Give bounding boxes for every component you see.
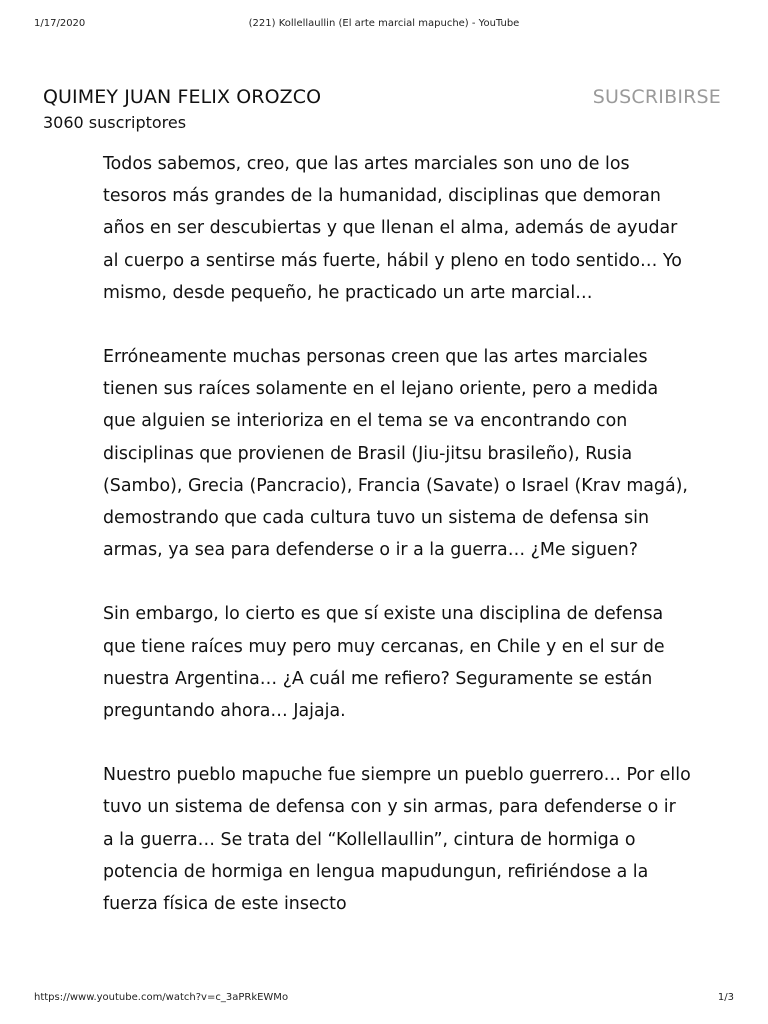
subscriber-count: 3060 suscriptores [43, 113, 187, 132]
print-date: 1/17/2020 [34, 18, 86, 29]
print-footer [34, 992, 734, 1006]
channel-name[interactable]: QUIMEY JUAN FELIX OROZCO [43, 86, 322, 108]
print-url[interactable]: https://www.youtube.com/watch?v=c_3aPRkEWMo [34, 992, 289, 1003]
article-paragraph-3: Sin embargo, lo cierto es que sí existe una disciplina de defensa que tiene raíces muy pero muy cercanas, en Chile y en el sur de nuestra Argentina… ¿A cuál me refiero? Seguramente se están preguntando ahora… Jajaja. [103, 604, 665, 722]
article-paragraph-4: Nuestro pueblo mapuche fue siempre un pueblo guerrero… Por ello tuvo un sistema de defensa con y sin armas, para defenderse o ir a la guerra… Se trata del “Kollellaullin”, cintura de hormiga o potencia de hormiga en lengua mapudungun, refiriéndose a la fuerza física de este insecto [103, 765, 691, 915]
print-header [34, 18, 734, 32]
article-paragraph-2: Erróneamente muchas personas creen que las artes marciales tienen sus raíces solamente en el lejano oriente, pero a medida que alguien se interioriza en el tema se va encontrando con disciplinas que provienen de Brasil (Jiu-jitsu brasileño), Rusia (Sambo), Grecia (Pancracio), Francia (Savate) o Israel (Krav magá), demostrando que cada cultura tuvo un sistema de defensa sin armas, ya sea para defenderse o ir a la guerra… ¿Me siguen? [103, 347, 688, 561]
article-body [103, 148, 691, 952]
print-page-title: (221) Kollellaullin (El arte marcial mapuche) - YouTube [248, 18, 520, 29]
print-page-number: 1/3 [717, 992, 734, 1003]
article-paragraph-1: Todos sabemos, creo, que las artes marciales son uno de los tesoros más grandes de la humanidad, disciplinas que demoran años en ser descubiertas y que llenan el alma, además de ayudar al cuerpo a sentirse más fuerte, hábil y pleno en todo sentido… Yo mismo, desde pequeño, he practicado un arte marcial… [103, 154, 682, 303]
subscribe-button[interactable]: SUSCRIBIRSE [592, 86, 721, 108]
